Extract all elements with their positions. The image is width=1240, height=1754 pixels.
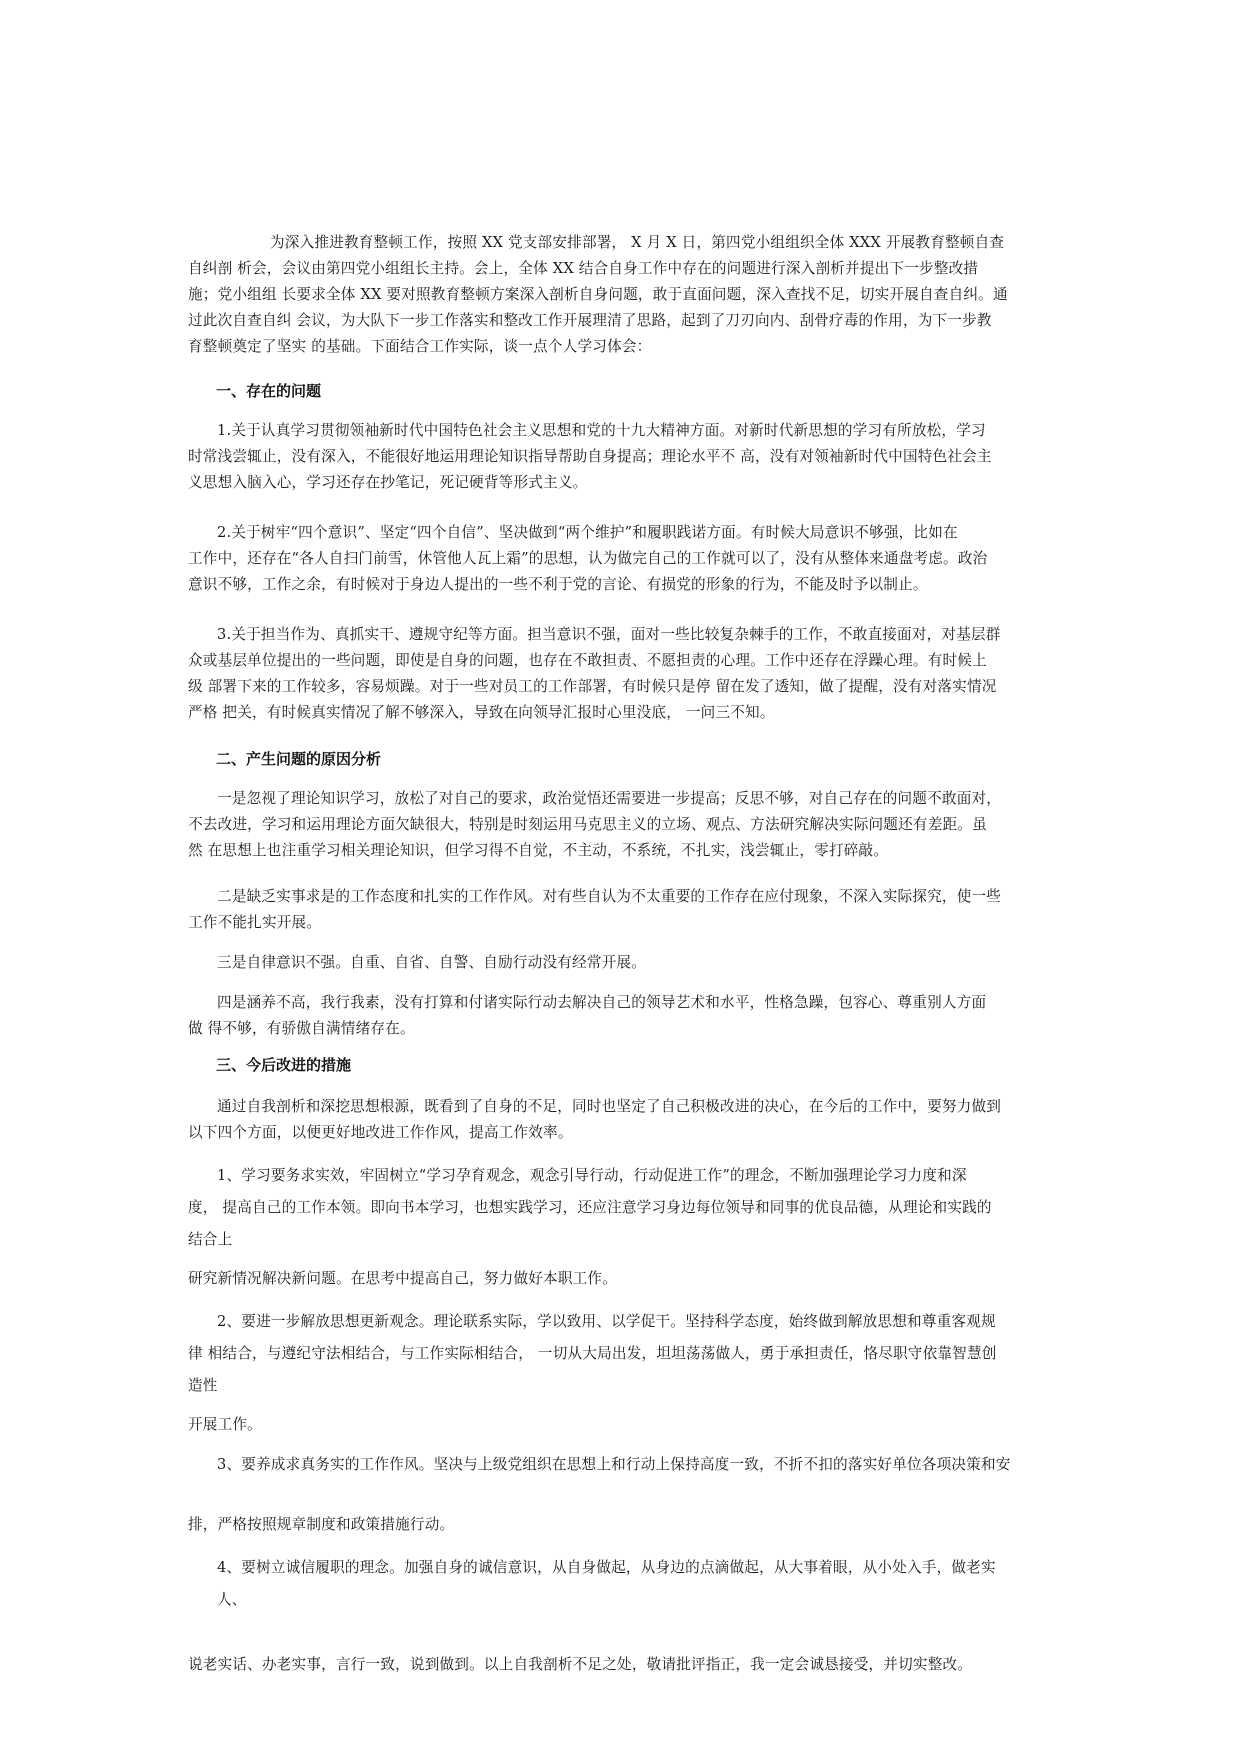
text-line: 2、要进一步解放思想更新观念。理论联系实际，学以致用、以学促干。坚持科学态度，始终做到解放思想和尊重客观规 <box>217 1313 996 1330</box>
text-line: 研究新情况解决新问题。在思考中提高自己，努力做好本职工作。 <box>188 1270 618 1287</box>
section-heading-problems: 一、存在的问题 <box>216 382 322 400</box>
measure-4-continued <box>188 1652 1060 1678</box>
cause-paragraph-2 <box>188 884 1060 936</box>
cause-paragraph-3 <box>188 950 1060 976</box>
text-line: 1.关于认真学习贯彻领袖新时代中国特色社会主义思想和党的十九大精神方面。对新时代新思想的学习有所放松，学习 <box>217 422 986 439</box>
text-line: 做 得不够，有骄傲自满情绪存在。 <box>188 1020 415 1037</box>
text-line: 工作中，还存在“各人自扫门前雪，休管他人瓦上霜”的思想，认为做完自己的工作就可以了，没有从整体来通盘考虑。政治 <box>188 550 988 567</box>
text-line: 二是缺乏实事求是的工作态度和扎实的工作作风。对有些自认为不太重要的工作存在应付现象，不深入实际探究，使一些 <box>217 888 1002 905</box>
text-line: 过此次自查自纠 会议，为大队下一步工作落实和整改工作开展理清了思路，起到了刀刃向内、刮骨疗毒的作用，为下一步教 <box>188 312 992 329</box>
measure-2 <box>188 1306 1060 1402</box>
cause-paragraph-4 <box>188 990 1060 1042</box>
problem-paragraph-3 <box>188 622 1060 726</box>
text-line: 严格 把关，有时候真实情况了解不够深入，导致在向领导汇报时心里没底， 一问三不知。 <box>188 704 775 721</box>
text-line: 意识不够，工作之余，有时候对于身边人提出的一些不利于党的言论、有损党的形象的行为，不能及时予以制止。 <box>188 576 928 593</box>
text-line: 以下四个方面，以便更好地改进工作作风，提高工作效率。 <box>188 1124 573 1141</box>
text-line: 育整顿奠定了坚实 的基础。下面结合工作实际，谈一点个人学习体会： <box>188 338 652 355</box>
measure-2-continued <box>188 1412 1060 1438</box>
text-line: 级 部署下来的工作较多，容易烦躁。对于一些对员工的工作部署，有时候只是停 留在发了透知，做了提醒，没有对落实情况 <box>188 678 997 695</box>
text-line: 排，严格按照规章制度和政策措施行动。 <box>188 1516 455 1533</box>
text-line: 四是涵养不高，我行我素，没有打算和付诸实际行动去解决自己的领导艺术和水平，性格急躁，包容心、尊重别人方面 <box>217 994 987 1011</box>
text-line: 2.关于树牢“四个意识”、坚定“四个自信”、坚决做到“两个维护”和履职践诺方面。有时候大局意识不够强，比如在 <box>217 524 958 541</box>
text-line: 工作不能扎实开展。 <box>188 914 322 931</box>
text-line: 开展工作。 <box>188 1416 262 1433</box>
text-line: 度， 提高自己的工作本领。即向书本学习，也想实践学习，还应注意学习身边每位领导和同事的优良品德，从理论和实践的 <box>188 1199 992 1216</box>
text-line: 1、学习要务求实效，牢固树立“学习孕育观念，观念引导行动，行动促进工作”的理念，不断加强理论学习力度和深 <box>217 1167 967 1184</box>
section-heading-measures: 三、今后改进的措施 <box>216 1056 352 1074</box>
text-line: 时常浅尝辄止，没有深入，不能很好地运用理论知识指导帮助自身提高；理论水平不 高，没有对领袖新时代中国特色社会主 <box>188 448 992 465</box>
measures-intro-paragraph <box>188 1094 1060 1146</box>
text-line: 3、要养成求真务实的工作作风。坚决与上级党组织在思想上和行动上保持高度一致，不折不扣的落实好单位各项决策和安 <box>217 1456 1011 1473</box>
measure-4 <box>188 1552 1060 1616</box>
intro-paragraph <box>188 230 1060 360</box>
text-line: 4、要树立诚信履职的理念。加强自身的诚信意识，从自身做起，从身边的点滴做起，从大事着眼，从小处入手，做老实 <box>217 1559 996 1576</box>
text-line: 结合上 <box>188 1231 233 1248</box>
cause-paragraph-1 <box>188 786 1060 864</box>
problem-paragraph-1 <box>188 418 1060 496</box>
text-line: 众或基层单位提出的一些问题，即使是自身的问题，也存在不敢担责、不愿担责的心理。工作中还存在浮躁心理。有时候上 <box>188 652 987 669</box>
text-line: 三是自律意识不强。自重、自省、自警、自励行动没有经常开展。 <box>217 954 647 971</box>
measure-1 <box>188 1160 1060 1256</box>
text-line: 人、 <box>217 1591 247 1608</box>
section-heading-causes: 二、产生问题的原因分析 <box>216 750 382 768</box>
text-line: 然 在思想上也注重学习相关理论知识，但学习得不自觉，不主动，不系统，不扎实，浅尝辄止，零打碎敲。 <box>188 842 889 859</box>
text-line: 说老实话、办老实事，言行一致，说到做到。以上自我剖析不足之处，敬请批评指正，我一定会诚恳接受，并切实整改。 <box>188 1656 973 1673</box>
text-line: 通过自我剖析和深挖思想根源，既看到了自身的不足，同时也坚定了自己积极改进的决心，在今后的工作中，要努力做到 <box>217 1098 1002 1115</box>
text-line: 律 相结合，与遵纪守法相结合，与工作实际相结合， 一切从大局出发，坦坦荡荡做人，勇于承担责任，恪尽职守依靠智慧创 <box>188 1345 997 1362</box>
measure-1-continued <box>188 1266 1060 1292</box>
text-line: 不去改进，学习和运用理论方面欠缺很大，特别是时刻运用马克思主义的立场、观点、方法研究解决实际问题还有差距。虽 <box>188 816 987 833</box>
measure-3 <box>188 1452 1060 1478</box>
text-line: 施；党小组组 长要求全体 XX 要对照教育整顿方案深入剖析自身问题，敢于直面问题，深入查找不足，切实开展自查自纠。通 <box>188 286 1008 303</box>
problem-paragraph-2 <box>188 520 1060 598</box>
text-line: 一是忽视了理论知识学习，放松了对自己的要求，政治觉悟还需要进一步提高；反思不够，对自己存在的问题不敢面对， <box>217 790 1002 807</box>
text-line: 造性 <box>188 1377 218 1394</box>
text-line: 3.关于担当作为、真抓实干、遵规守纪等方面。担当意识不强，面对一些比较复杂棘手的工作，不敢直接面对，对基层群 <box>217 626 1001 643</box>
text-line: 义思想入脑入心，学习还存在抄笔记，死记硬背等形式主义。 <box>188 474 588 491</box>
text-line: 为深入推进教育整顿工作，按照 XX 党支部安排部署， X 月 X 日，第四党小组组织全体 XXX 开展教育整顿自查 <box>270 234 1005 251</box>
text-line: 自纠剖 析会，会议由第四党小组组长主持。会上，全体 XX 结合自身工作中存在的问题进行深入剖析并提出下一步整改措 <box>188 260 979 277</box>
measure-3-continued <box>188 1512 1060 1538</box>
